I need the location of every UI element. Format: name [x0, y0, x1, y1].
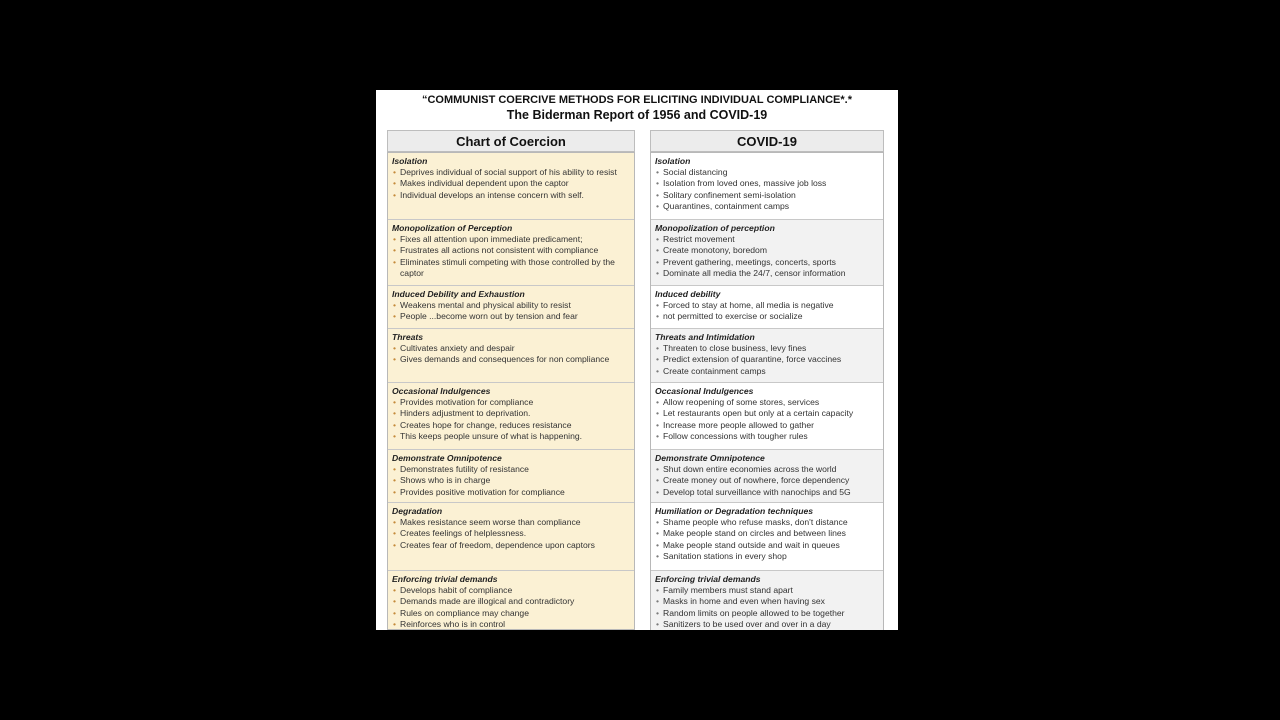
- bullet-item: • not permitted to exercise or socialize: [655, 311, 879, 322]
- bullet-list: [392, 397, 630, 443]
- bullet-item: • Create containment camps: [655, 366, 879, 377]
- bullet-item: • Develops habit of compliance: [392, 585, 630, 596]
- bullet-item: • Increase more people allowed to gather: [655, 420, 879, 431]
- section-title: Humiliation or Degradation techniques: [655, 506, 814, 516]
- bullet-item: • Sanitation stations in every shop: [655, 551, 879, 562]
- bullet-list: [655, 397, 879, 443]
- bullet-item: • Frustrates all actions not consistent with compliance: [392, 245, 630, 256]
- covid-column: [650, 152, 884, 630]
- bullet-item: • Develop total surveillance with nanochips and 5G: [655, 487, 879, 498]
- section-title: Demonstrate Omnipotence: [392, 453, 502, 463]
- bullet-item: • Predict extension of quarantine, force vaccines: [655, 354, 879, 365]
- left-section: [388, 503, 634, 571]
- section-title: Isolation: [655, 156, 691, 166]
- section-title: Occasional Indulgences: [655, 386, 754, 396]
- bullet-item: • Makes individual dependent upon the captor: [392, 178, 630, 189]
- bullet-item: • Quarantines, containment camps: [655, 201, 879, 212]
- bullet-item: • Threaten to close business, levy fines: [655, 343, 879, 354]
- bullet-item: • Shows who is in charge: [392, 475, 630, 486]
- bullet-item: • Dominate all media the 24/7, censor information: [655, 268, 879, 279]
- bullet-item: • This keeps people unsure of what is happening.: [392, 431, 630, 442]
- section-title: Monopolization of Perception: [392, 223, 513, 233]
- bullet-item: • Shut down entire economies across the world: [655, 464, 879, 475]
- bullet-item: • Creates fear of freedom, dependence upon captors: [392, 540, 630, 551]
- bullet-list: [392, 167, 630, 201]
- left-section: [388, 571, 634, 630]
- bullet-item: • Prevent gathering, meetings, concerts, sports: [655, 257, 879, 268]
- bullet-item: • Demonstrates futility of resistance: [392, 464, 630, 475]
- coercion-column: [387, 152, 635, 630]
- bullet-list: [655, 585, 879, 630]
- bullet-item: • Random limits on people allowed to be together: [655, 608, 879, 619]
- bullet-item: • Restrict movement: [655, 234, 879, 245]
- bullet-item: • Creates feelings of helplessness.: [392, 528, 630, 539]
- bullet-item: • Creates hope for change, reduces resistance: [392, 420, 630, 431]
- bullet-item: • Cultivates anxiety and despair: [392, 343, 630, 354]
- section-title: Degradation: [392, 506, 443, 516]
- right-section: [651, 329, 883, 383]
- bullet-item: • Social distancing: [655, 167, 879, 178]
- bullet-item: • Make people stand on circles and between lines: [655, 528, 879, 539]
- left-section: [388, 286, 634, 329]
- bullet-item: • Weakens mental and physical ability to resist: [392, 300, 630, 311]
- left-section: [388, 450, 634, 503]
- section-title: Threats: [392, 332, 424, 342]
- bullet-list: [392, 517, 630, 551]
- right-section: [651, 220, 883, 286]
- bullet-item: • Deprives individual of social support of his ability to resist: [392, 167, 630, 178]
- bullet-item: • Create monotony, boredom: [655, 245, 879, 256]
- bullet-item: • Provides positive motivation for compliance: [392, 487, 630, 498]
- bullet-list: [655, 343, 879, 377]
- bullet-item: • Masks in home and even when having sex: [655, 596, 879, 607]
- right-section: [651, 383, 883, 450]
- document-subtitle: The Biderman Report of 1956 and COVID-19: [506, 108, 768, 122]
- section-title: Occasional Indulgences: [392, 386, 491, 396]
- bullet-item: • Shame people who refuse masks, don't distance: [655, 517, 879, 528]
- bullet-item: • Individual develops an intense concern with self.: [392, 190, 630, 201]
- left-column-header: Chart of Coercion: [387, 130, 635, 152]
- bullet-item: • Gives demands and consequences for non compliance: [392, 354, 630, 365]
- bullet-item: • Reinforces who is in control: [392, 619, 630, 630]
- bullet-list: [392, 464, 630, 498]
- document-title: “COMMUNIST COERCIVE METHODS FOR ELICITING INDIVIDUAL COMPLIANCE*.*: [421, 94, 853, 106]
- bullet-list: [655, 517, 879, 563]
- section-title: Isolation: [392, 156, 428, 166]
- bullet-list: [392, 585, 630, 630]
- left-section: [388, 329, 634, 383]
- right-column-header: COVID-19: [650, 130, 884, 152]
- bullet-item: • Demands made are illogical and contradictory: [392, 596, 630, 607]
- section-title: Enforcing trivial demands: [655, 574, 761, 584]
- bullet-list: [655, 167, 879, 213]
- bullet-list: [655, 234, 879, 280]
- bullet-item: • Eliminates stimuli competing with those controlled by the captor: [392, 257, 630, 280]
- bullet-item: • Makes resistance seem worse than compliance: [392, 517, 630, 528]
- left-section: [388, 220, 634, 286]
- section-title: Demonstrate Omnipotence: [655, 453, 765, 463]
- right-section: [651, 450, 883, 503]
- bullet-list: [392, 300, 630, 323]
- bullet-item: • Let restaurants open but only at a certain capacity: [655, 408, 879, 419]
- bullet-list: [392, 343, 630, 366]
- bullet-item: • Create money out of nowhere, force dependency: [655, 475, 879, 486]
- bullet-item: • Solitary confinement semi-isolation: [655, 190, 879, 201]
- right-section: [651, 571, 883, 630]
- bullet-item: • Allow reopening of some stores, services: [655, 397, 879, 408]
- bullet-item: • Provides motivation for compliance: [392, 397, 630, 408]
- right-section: [651, 286, 883, 329]
- bullet-item: • Forced to stay at home, all media is negative: [655, 300, 879, 311]
- section-title: Induced debility: [655, 289, 721, 299]
- bullet-item: • Make people stand outside and wait in queues: [655, 540, 879, 551]
- bullet-item: • People ...become worn out by tension and fear: [392, 311, 630, 322]
- section-title: Enforcing trivial demands: [392, 574, 498, 584]
- section-title: Threats and Intimidation: [655, 332, 755, 342]
- right-section: [651, 503, 883, 571]
- bullet-item: • Hinders adjustment to deprivation.: [392, 408, 630, 419]
- section-title: Induced Debility and Exhaustion: [392, 289, 525, 299]
- bullet-item: • Family members must stand apart: [655, 585, 879, 596]
- bullet-item: • Fixes all attention upon immediate predicament;: [392, 234, 630, 245]
- document-sheet: [376, 90, 898, 630]
- bullet-item: • Rules on compliance may change: [392, 608, 630, 619]
- bullet-list: [655, 300, 879, 323]
- right-section: [651, 153, 883, 220]
- bullet-item: • Follow concessions with tougher rules: [655, 431, 879, 442]
- bullet-item: • Sanitizers to be used over and over in a day: [655, 619, 879, 630]
- bullet-list: [655, 464, 879, 498]
- bullet-item: • Isolation from loved ones, massive job loss: [655, 178, 879, 189]
- bullet-list: [392, 234, 630, 280]
- left-section: [388, 383, 634, 450]
- left-section: [388, 153, 634, 220]
- section-title: Monopolization of perception: [655, 223, 775, 233]
